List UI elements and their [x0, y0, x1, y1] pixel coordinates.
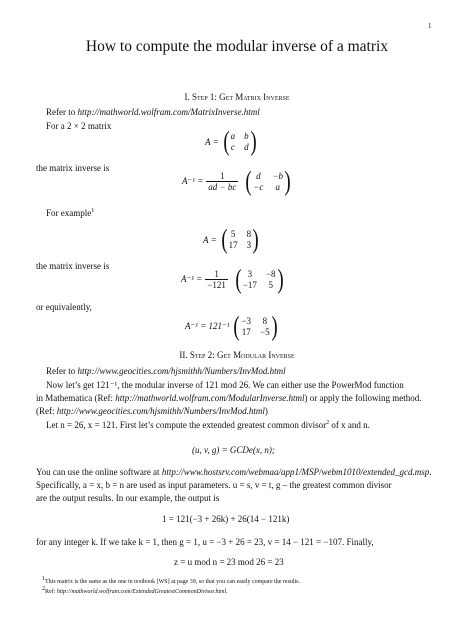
- text-inverse-is: the matrix inverse is: [36, 163, 110, 173]
- page-number: 1: [428, 22, 432, 30]
- text-for-example: For example$^1$: [46, 208, 95, 218]
- text-equivalently: or equivalently,: [36, 302, 92, 312]
- link-matrix-inverse[interactable]: http://mathworld.wolfram.com/MatrixInverse.html: [77, 107, 260, 117]
- section-heading-1: [0, 92, 474, 102]
- equation-result: z = u mod n = 23 mod 26 = 23: [174, 557, 284, 567]
- equation-matrix-a: A = ( a b c d ): [205, 126, 257, 156]
- footnote-1: $^1$This matrix is the same as the one in textbook [WS] at page 39, so that you can easily compare the results.: [42, 576, 301, 585]
- footnote-ref-2[interactable]: 2: [326, 420, 330, 426]
- fraction: $\frac{1}{-121}$: [207, 269, 226, 290]
- link-invmod[interactable]: http://www.geocities.com/hjsmithh/Numbers/InvMod.html: [77, 366, 286, 376]
- text-inverse-is-2: the matrix inverse is: [36, 261, 110, 271]
- equation-bezout: 1 = 121(−3 + 26k) + 26(14 − 121k): [162, 514, 290, 524]
- text-line-2: in Mathematica (Ref: http://mathworld.wolfram.com/ModularInverse.html) or apply the following method.: [36, 393, 422, 403]
- link-extended-gcd-mathworld[interactable]: http://mathworld.wolfram.com/ExtendedGreatestCommonDivisor.html: [56, 589, 227, 595]
- equation-inverse-general: A⁻¹ = $\frac{1}{ad - bc}$ ( d −b −c a ): [182, 166, 291, 196]
- text-for-2x2: For a 2 × 2 matrix: [46, 121, 112, 131]
- equation-equivalent-inverse: A⁻¹ = 121⁻¹ ( −3 8 17 −5 ): [185, 311, 278, 341]
- matrix: ( −3 8 17 −5 ): [233, 311, 278, 341]
- text-line-3: (Ref: http://www.geocities.com/hjsmithh/Numbers/InvMod.html): [36, 406, 268, 416]
- paragraph-refer-2: Refer to http://www.geocities.com/hjsmithh/Numbers/InvMod.html: [46, 366, 286, 376]
- matrix: ( 3 −8 −17 5 ): [235, 264, 284, 294]
- section-numeral: I.: [184, 92, 190, 102]
- paragraph-refer-1: Refer to http://mathworld.wolfram.com/MatrixInverse.html: [46, 107, 260, 117]
- section-heading-2: [0, 350, 474, 360]
- link-modular-inverse[interactable]: http://mathworld.wolfram.com/ModularInverse.html: [115, 393, 305, 403]
- equation-gcde: (u, v, g) = GCDe(x, n);: [192, 445, 275, 455]
- equation-example-inverse: A⁻¹ = $\frac{1}{-121}$ ( 3 −8 −17 5 ): [181, 264, 284, 294]
- fraction: $\frac{1}{ad - bc}$: [208, 171, 237, 192]
- text-line-6: Specifically, a = x, b = n are used as input parameters. u = s, v = t, g – the greatest common divisor: [36, 480, 392, 490]
- document-title: How to compute the modular inverse of a matrix: [85, 38, 389, 55]
- equation-example-matrix: A = ( 5 8 17 3 ): [203, 224, 259, 254]
- matrix: ( d −b −c a ): [245, 166, 291, 196]
- section-numeral: II.: [179, 350, 188, 360]
- footnote-ref-1[interactable]: 1: [91, 208, 95, 214]
- section-title: Step 2: Get Modular Inverse: [189, 350, 295, 360]
- link-invmod-2[interactable]: http://www.geocities.com/hjsmithh/Numbers/InvMod.html: [56, 406, 265, 416]
- footnote-2: $^2$Ref: http://mathworld.wolfram.com/ExtendedGreatestCommonDivisor.html.: [42, 586, 228, 595]
- section-title: Step 1: Get Matrix Inverse: [191, 92, 290, 102]
- matrix: ( a b c d ): [223, 126, 257, 156]
- matrix: ( 5 8 17 3 ): [221, 224, 259, 254]
- text-line-7: are the output results. In our example, the output is: [36, 493, 220, 503]
- link-extended-gcd[interactable]: http://www.hostsrv.com/webmaa/app1/MSP/webm1010/extended_gcd.msp: [161, 467, 430, 477]
- text-line-5: You can use the online software at http://www.hostsrv.com/webmaa/app1/MSP/webm1010/extended_gcd.msp.: [36, 467, 432, 477]
- text-line-1: Now let’s get 121⁻¹, the modular inverse of 121 mod 26. We can either use the PowerMod function: [46, 380, 404, 390]
- text-line-4: Let n = 26, x = 121. First let’s compute the extended greatest common divisor$^2$ of x and n.: [46, 420, 370, 430]
- text-line-8: for any integer k. If we take k = 1, then g = 1, u = −3 + 26 = 23, v = 14 − 121 = −107. Finally,: [36, 537, 374, 547]
